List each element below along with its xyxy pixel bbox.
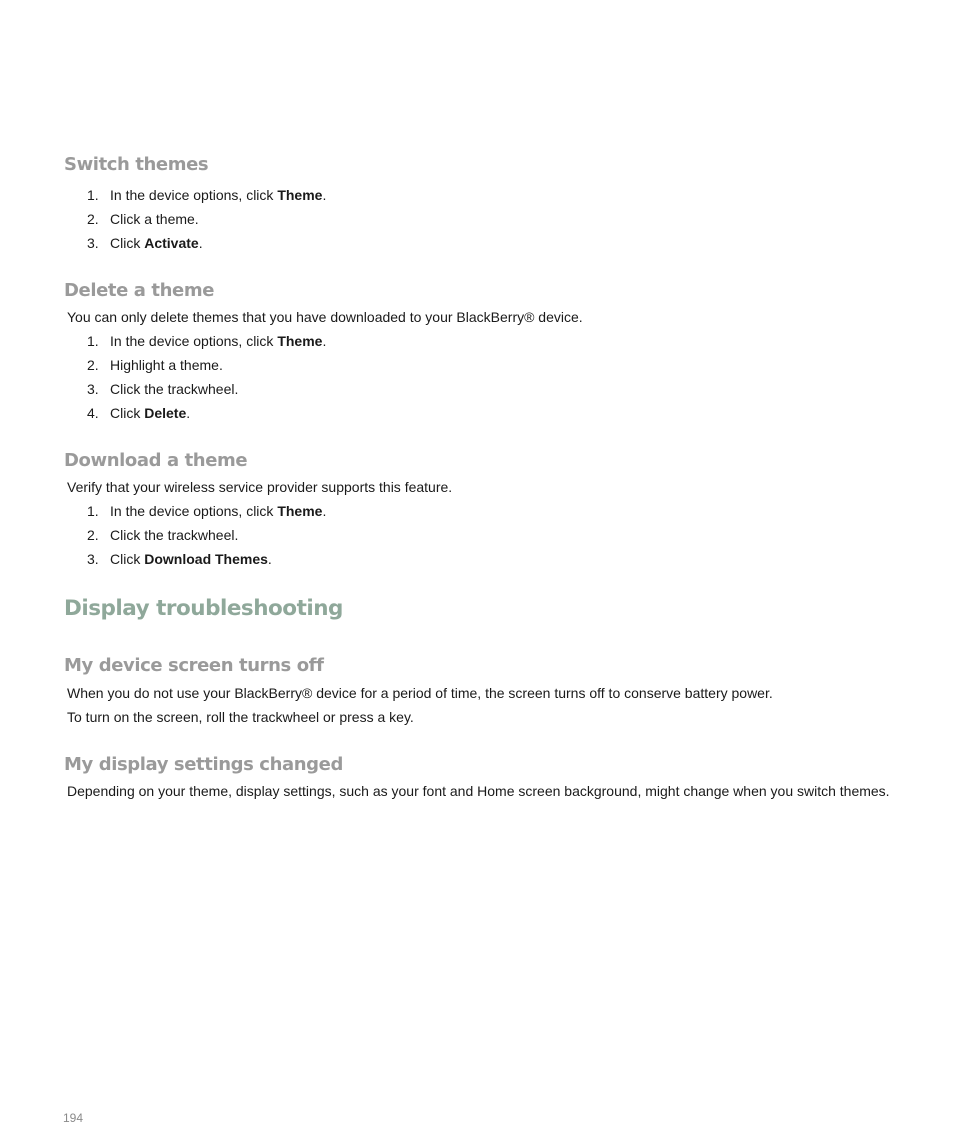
step-bold-term: Delete: [144, 405, 187, 421]
step-number: 2.: [87, 357, 99, 373]
step-text-end: .: [322, 187, 327, 203]
step-item: [87, 187, 326, 203]
section-heading-delete-theme: Delete a theme: [64, 280, 215, 301]
step-text: Click the trackwheel.: [110, 381, 239, 397]
step-item: [87, 405, 190, 421]
step-number: 3.: [87, 551, 99, 567]
step-bold-term: Theme: [277, 503, 323, 519]
step-number: 4.: [87, 405, 99, 421]
step-text-end: .: [322, 333, 327, 349]
step-number: 1.: [87, 187, 99, 203]
section-heading-screen-turns-off: My device screen turns off: [64, 655, 324, 676]
step-text: In the device options, click: [110, 333, 278, 349]
section-paragraph: When you do not use your BlackBerry® device for a period of time, the screen turns off to conserve battery power.: [67, 685, 773, 701]
step-text: Click: [110, 405, 145, 421]
step-bold-term: Theme: [277, 333, 323, 349]
step-text: In the device options, click: [110, 503, 278, 519]
section-heading-download-theme: Download a theme: [64, 450, 248, 471]
section-heading-switch-themes: Switch themes: [64, 154, 209, 175]
section-heading-settings-changed: My display settings changed: [64, 754, 343, 775]
step-number: 2.: [87, 527, 99, 543]
step-number: 3.: [87, 235, 99, 251]
step-text-end: .: [186, 405, 191, 421]
step-number: 2.: [87, 211, 99, 227]
step-item: [87, 527, 238, 543]
section-paragraph: To turn on the screen, roll the trackwheel or press a key.: [67, 709, 414, 725]
step-text-end: .: [267, 551, 272, 567]
step-item: [87, 211, 199, 227]
chapter-heading-display-troubleshooting: Display troubleshooting: [64, 596, 343, 621]
step-text: Click: [110, 235, 145, 251]
step-number: 1.: [87, 333, 99, 349]
step-number: 1.: [87, 503, 99, 519]
step-text: Click a theme.: [110, 211, 199, 227]
page-number: 194: [63, 1111, 84, 1125]
section-intro: Verify that your wireless service provider supports this feature.: [67, 479, 453, 495]
step-bold-term: Activate: [144, 235, 199, 251]
step-text: Highlight a theme.: [110, 357, 223, 373]
step-text: Click the trackwheel.: [110, 527, 239, 543]
step-item: [87, 503, 326, 519]
section-paragraph: Depending on your theme, display settings, such as your font and Home screen background, might change when you switch themes.: [67, 783, 890, 799]
step-text: Click: [110, 551, 145, 567]
step-text-end: .: [198, 235, 203, 251]
step-text: In the device options, click: [110, 187, 278, 203]
step-item: [87, 357, 223, 373]
step-item: [87, 551, 272, 567]
step-text-end: .: [322, 503, 327, 519]
step-bold-term: Download Themes: [144, 551, 268, 567]
step-bold-term: Theme: [277, 187, 323, 203]
step-item: [87, 381, 238, 397]
step-item: [87, 333, 326, 349]
step-item: [87, 235, 203, 251]
section-intro: You can only delete themes that you have downloaded to your BlackBerry® device.: [67, 309, 583, 325]
step-number: 3.: [87, 381, 99, 397]
